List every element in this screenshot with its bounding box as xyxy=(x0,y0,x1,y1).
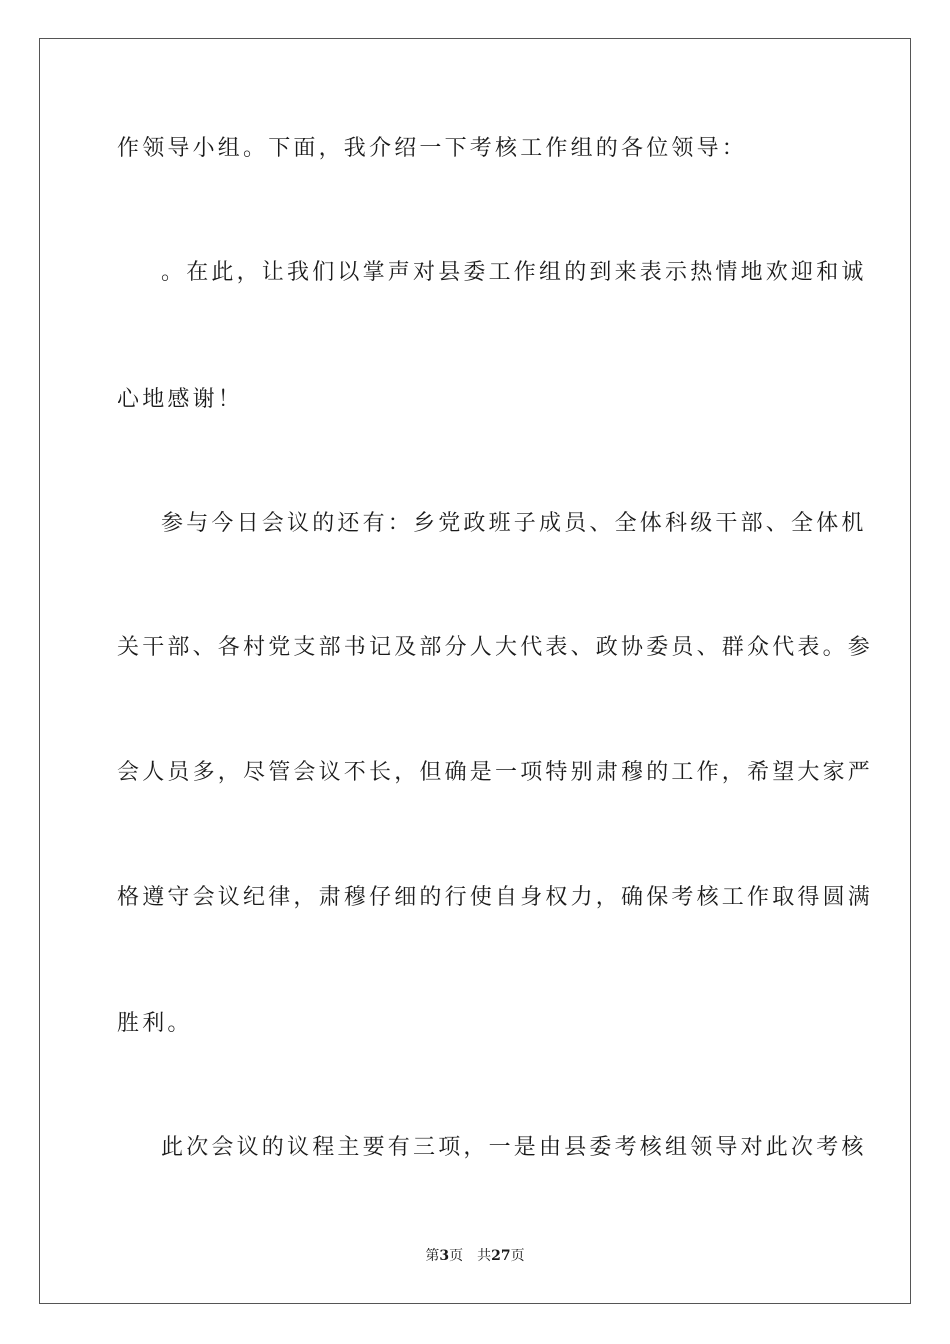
text-line-6: 会人员多，尽管会议不长，但确是一项特别肃穆的工作，希望大家严 xyxy=(117,760,874,785)
total-pages: 27 xyxy=(491,1248,511,1264)
total-suffix: 页 xyxy=(510,1248,525,1264)
page-prefix: 第 xyxy=(425,1248,440,1264)
total-prefix: 共 xyxy=(477,1248,492,1264)
text-line-4: 参与今日会议的还有：乡党政班子成员、全体科级干部、全体机 xyxy=(161,511,867,536)
page-footer xyxy=(0,1246,950,1266)
text-line-3: 心地感谢！ xyxy=(117,387,244,412)
page-suffix: 页 xyxy=(449,1248,464,1264)
text-line-1: 作领导小组。下面，我介绍一下考核工作组的各位领导： xyxy=(117,136,748,161)
text-line-2: 。在此，让我们以掌声对县委工作组的到来表示热情地欢迎和诚 xyxy=(161,260,867,285)
page-border xyxy=(39,38,911,1304)
text-line-5: 关干部、各村党支部书记及部分人大代表、政协委员、群众代表。参 xyxy=(117,635,874,660)
page-number: 3 xyxy=(439,1248,450,1264)
text-line-8: 胜利。 xyxy=(117,1011,193,1036)
text-line-7: 格遵守会议纪律，肃穆仔细的行使自身权力，确保考核工作取得圆满 xyxy=(117,885,874,910)
text-line-9: 此次会议的议程主要有三项，一是由县委考核组领导对此次考核 xyxy=(161,1135,867,1160)
